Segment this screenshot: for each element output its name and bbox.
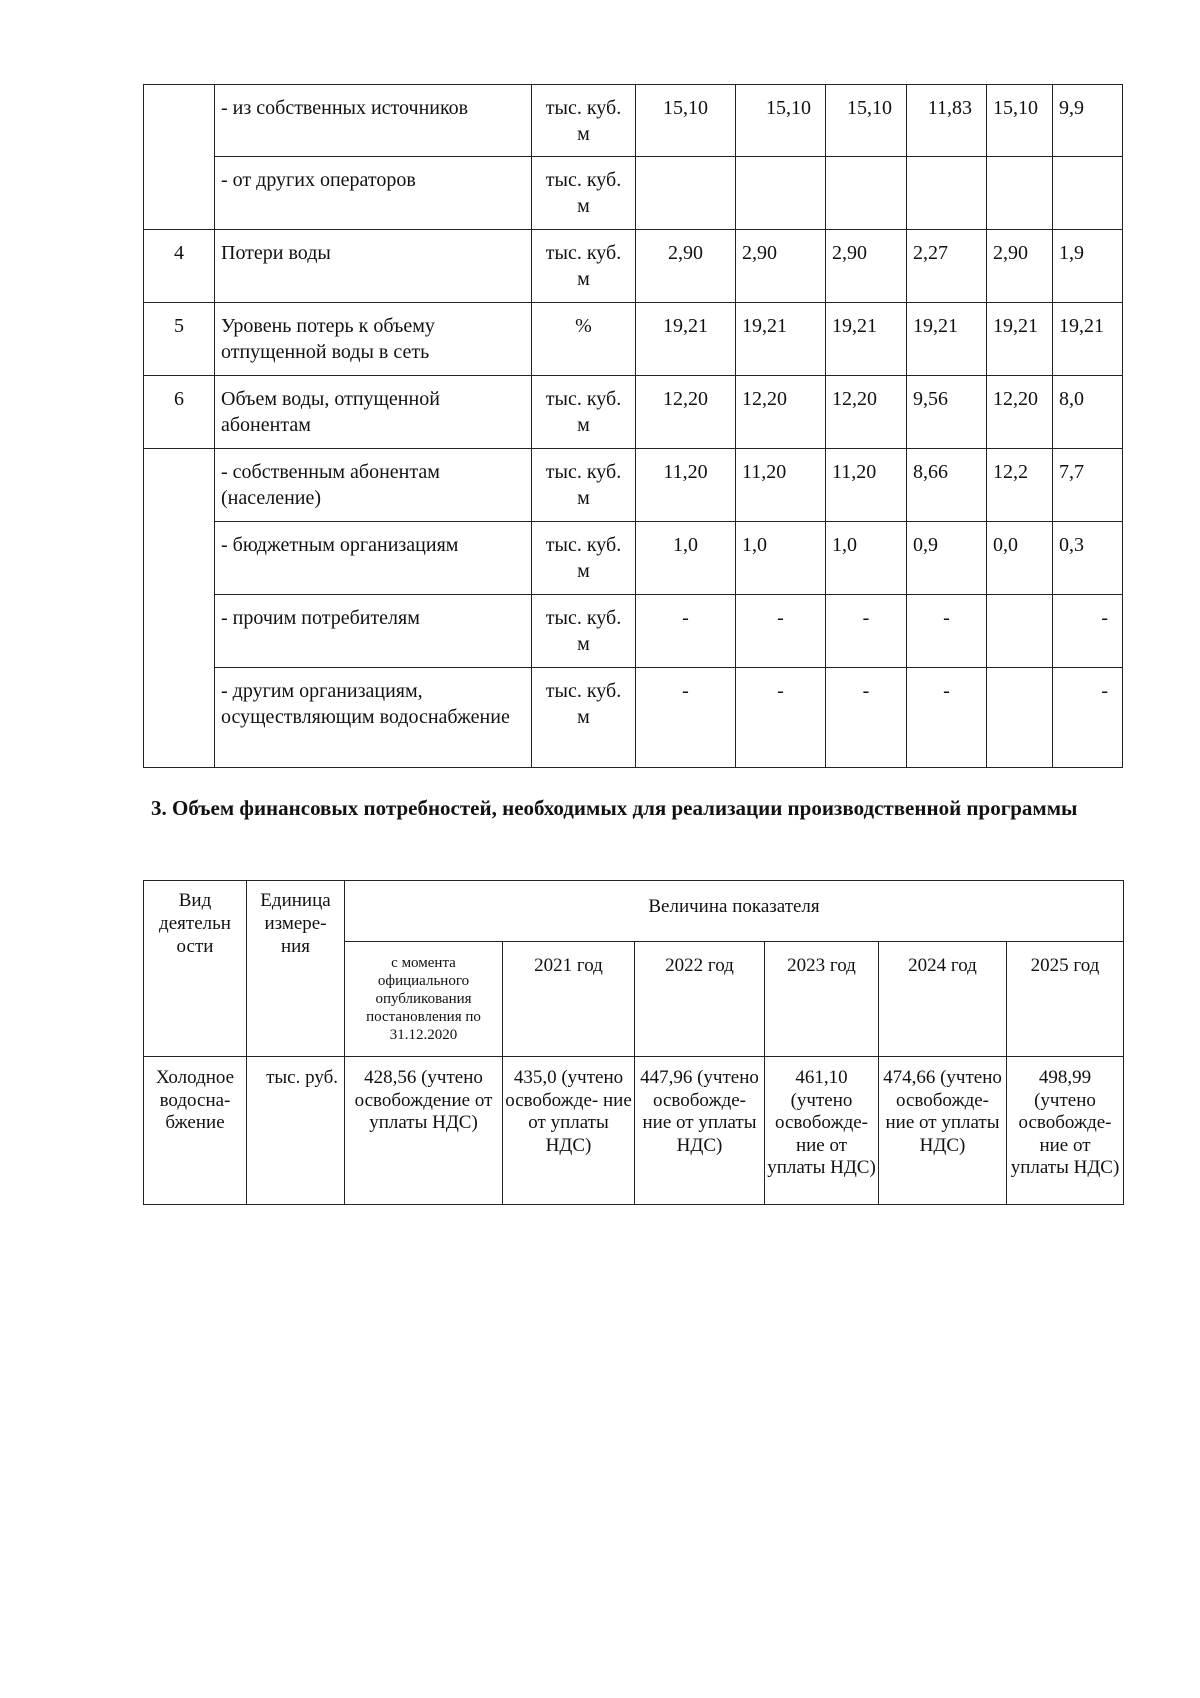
row-value: 9,56 — [907, 376, 987, 449]
water-balance-table — [143, 84, 1123, 768]
row-value: 19,21 — [736, 303, 826, 376]
header-activity: Вид деятельн ости — [144, 881, 247, 1057]
table-row — [144, 449, 1123, 522]
row-unit: тыс. куб. м — [532, 595, 636, 668]
row-value: 2,90 — [987, 230, 1053, 303]
row-value: 0,9 — [907, 522, 987, 595]
row-value: 19,21 — [987, 303, 1053, 376]
row-value: - — [1053, 595, 1123, 668]
row-value: - — [1053, 668, 1123, 768]
row-name: Потери воды — [215, 230, 532, 303]
table-header-row — [144, 881, 1124, 942]
row-value: - — [907, 595, 987, 668]
row-value: 12,20 — [987, 376, 1053, 449]
row-value: 15,10 — [636, 85, 736, 157]
header-period: с момента официального опубликования постановления по 31.12.2020 — [345, 942, 503, 1057]
row-value: 19,21 — [636, 303, 736, 376]
row-value: 8,0 — [1053, 376, 1123, 449]
row-value: 2,90 — [636, 230, 736, 303]
header-period: 2024 год — [879, 942, 1007, 1057]
table-row — [144, 1057, 1124, 1205]
row-value — [907, 157, 987, 230]
header-period: 2022 год — [635, 942, 765, 1057]
row-value: 474,66 (учтено освобожде- ние от уплаты НДС) — [879, 1057, 1007, 1205]
row-value — [636, 157, 736, 230]
table-row — [144, 668, 1123, 768]
row-number — [144, 449, 215, 768]
row-value: - — [826, 595, 907, 668]
row-value: 2,27 — [907, 230, 987, 303]
row-value: 7,7 — [1053, 449, 1123, 522]
row-value: - — [736, 668, 826, 768]
header-period: 2021 год — [503, 942, 635, 1057]
row-value: 1,0 — [736, 522, 826, 595]
row-number: 4 — [144, 230, 215, 303]
row-value: 11,20 — [736, 449, 826, 522]
row-unit: тыс. куб. м — [532, 230, 636, 303]
row-unit: тыс. куб. м — [532, 522, 636, 595]
row-name: - из собственных источников — [215, 85, 532, 157]
row-value: 0,3 — [1053, 522, 1123, 595]
row-value: 2,90 — [736, 230, 826, 303]
table-row — [144, 157, 1123, 230]
row-value: 428,56 (учтено освобождение от уплаты НДС) — [345, 1057, 503, 1205]
table-row — [144, 595, 1123, 668]
row-value: - — [636, 595, 736, 668]
row-value — [826, 157, 907, 230]
row-name: Уровень потерь к объему отпущенной воды в сеть — [215, 303, 532, 376]
row-value: 19,21 — [826, 303, 907, 376]
row-value: 11,83 — [907, 85, 987, 157]
row-name: - другим организациям, осуществляющим водоснабжение — [215, 668, 532, 768]
table-row — [144, 303, 1123, 376]
row-value: 2,90 — [826, 230, 907, 303]
header-period: 2025 год — [1007, 942, 1124, 1057]
row-value: 461,10 (учтено освобожде- ние от уплаты НДС) — [765, 1057, 879, 1205]
row-number: 5 — [144, 303, 215, 376]
row-unit: тыс. куб. м — [532, 449, 636, 522]
row-value — [1053, 157, 1123, 230]
row-value: 0,0 — [987, 522, 1053, 595]
row-name: - бюджетным организациям — [215, 522, 532, 595]
row-value: 9,9 — [1053, 85, 1123, 157]
row-unit: тыс. куб. м — [532, 668, 636, 768]
row-name: - собственным абонентам (население) — [215, 449, 532, 522]
row-value: 12,20 — [736, 376, 826, 449]
row-name: Объем воды, отпущенной абонентам — [215, 376, 532, 449]
row-value: - — [636, 668, 736, 768]
header-unit: Единица измере- ния — [247, 881, 345, 1057]
row-value: 12,20 — [636, 376, 736, 449]
row-value: 11,20 — [636, 449, 736, 522]
row-value: 1,9 — [1053, 230, 1123, 303]
row-value: - — [826, 668, 907, 768]
row-name: - прочим потребителям — [215, 595, 532, 668]
row-value: - — [736, 595, 826, 668]
financial-needs-table — [143, 880, 1124, 1205]
row-value: 15,10 — [736, 85, 826, 157]
header-period: 2023 год — [765, 942, 879, 1057]
header-value: Величина показателя — [345, 881, 1124, 942]
row-value: 1,0 — [826, 522, 907, 595]
table-row — [144, 376, 1123, 449]
row-value: 1,0 — [636, 522, 736, 595]
row-value: 8,66 — [907, 449, 987, 522]
row-value: 12,20 — [826, 376, 907, 449]
row-value: 11,20 — [826, 449, 907, 522]
row-number: 6 — [144, 376, 215, 449]
row-value: 19,21 — [907, 303, 987, 376]
row-unit: % — [532, 303, 636, 376]
row-value — [987, 668, 1053, 768]
row-unit: тыс. руб. — [247, 1057, 345, 1205]
table-row — [144, 230, 1123, 303]
table-row — [144, 522, 1123, 595]
row-value: 498,99 (учтено освобожде- ние от уплаты НДС) — [1007, 1057, 1124, 1205]
row-activity: Холодное водосна- бжение — [144, 1057, 247, 1205]
row-value: 447,96 (учтено освобожде- ние от уплаты НДС) — [635, 1057, 765, 1205]
row-number — [144, 85, 215, 230]
row-value — [987, 157, 1053, 230]
row-value: 15,10 — [826, 85, 907, 157]
row-value — [987, 595, 1053, 668]
row-value: 15,10 — [987, 85, 1053, 157]
row-unit: тыс. куб. м — [532, 85, 636, 157]
table-row — [144, 85, 1123, 157]
row-value — [736, 157, 826, 230]
row-value: 12,2 — [987, 449, 1053, 522]
row-value: - — [907, 668, 987, 768]
row-unit: тыс. куб. м — [532, 376, 636, 449]
section-heading: 3. Объем финансовых потребностей, необходимых для реализации производственной программы — [151, 796, 1078, 820]
row-name: - от других операторов — [215, 157, 532, 230]
row-value: 19,21 — [1053, 303, 1123, 376]
row-unit: тыс. куб. м — [532, 157, 636, 230]
row-value: 435,0 (учтено освобожде- ние от уплаты НДС) — [503, 1057, 635, 1205]
